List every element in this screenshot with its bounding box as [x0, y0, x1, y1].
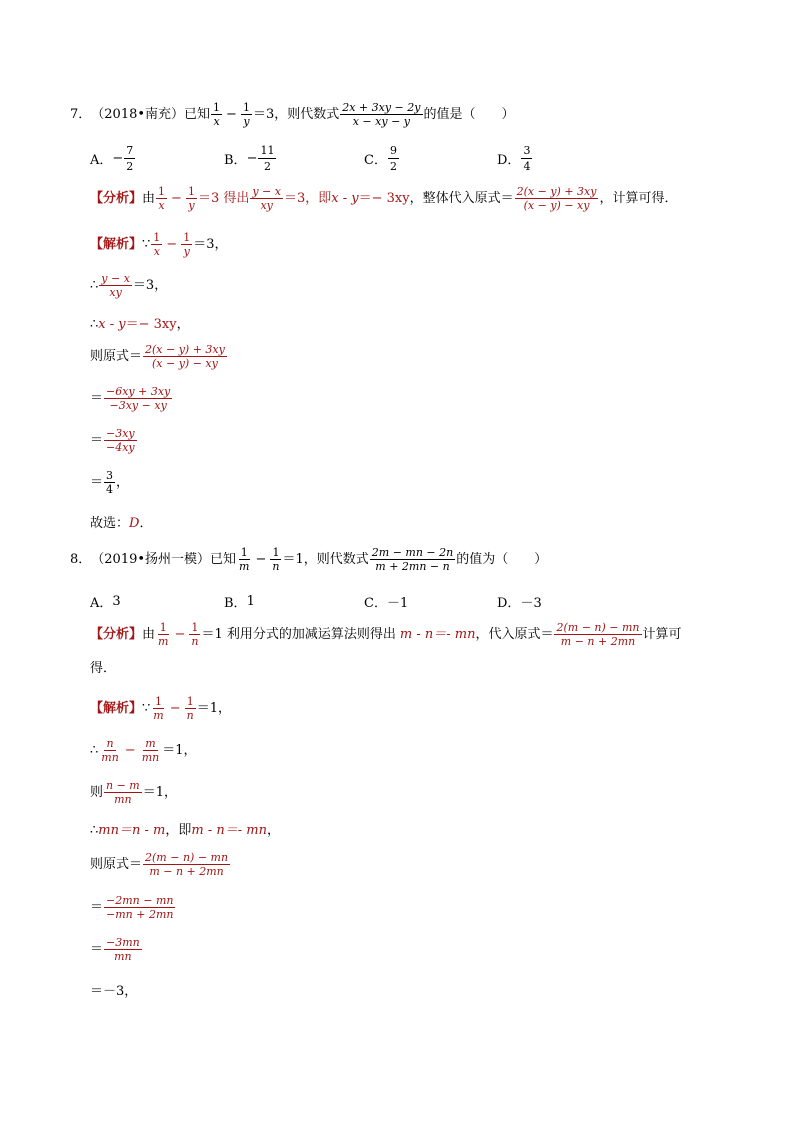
q7-solution-line4: 则原式＝ $\frac{2(x - y) + 3xy}{(x - y) - xy}$	[90, 343, 225, 370]
q7-option-d[interactable]: D． $\frac{3}{4}$	[497, 144, 531, 173]
q7-option-a[interactable]: A． − $\frac{7}{2}$	[90, 144, 134, 173]
q8-analysis-cont: 得．	[90, 661, 117, 676]
q8-solution-line2: ∴ $\frac{n}{mn}$ − $\frac{m}{mn}$ ＝1，	[90, 737, 197, 764]
q7-solution-line3: ∴ x - y ＝− 3xy ，	[90, 317, 190, 332]
q7-analysis: 【分析】 由 $\frac{1}{x}$ − $\frac{1}{y}$ ＝3 得出 $\frac{y - x}{xy}$ ＝3，即 x - y ＝− 3xy ，整体代入原式＝ $\frac{2(x - y) + 3xy}{(x - y) - xy}$ ，计算可得．	[90, 185, 678, 212]
q7-number: 7．	[70, 107, 92, 122]
q7-option-b[interactable]: B． − $\frac{11}{2}$	[224, 144, 275, 173]
q7-solution-line2: ∴ $\frac{y - x}{xy}$ ＝3，	[90, 272, 168, 299]
fraction: $\frac{1}{x}$	[213, 101, 221, 128]
q8-option-d[interactable]: D． －3	[497, 596, 542, 611]
q8-solution-line3: 则 $\frac{n - m}{mn}$ ＝1，	[90, 779, 178, 806]
analysis-tag: 【分析】	[90, 191, 143, 206]
q8-solution-line4: ∴ mn＝n - m ，即 m - n＝- mn ，	[90, 823, 280, 838]
expression-fraction: $\frac{2x + 3xy - 2y}{x - xy - y}$	[342, 101, 421, 128]
q8-solution-line5: 则原式＝ $\frac{2(m - n) - mn}{m - n + 2mn}$	[90, 851, 229, 878]
q7-answer: 故选： D ．	[90, 516, 153, 531]
q7-source: （2018•南充）已知	[91, 107, 211, 122]
q8-solution-line6: ＝ $\frac{-2mn - mn}{-mn + 2mn}$	[90, 894, 174, 921]
q8-option-b[interactable]: B． 1	[224, 594, 255, 611]
q8-solution-line1: 【解析】 ∵ $\frac{1}{m}$ − $\frac{1}{n}$ ＝1，	[90, 695, 232, 722]
q8-option-a[interactable]: A． 3	[90, 594, 121, 611]
q7-option-c[interactable]: C． $\frac{9}{2}$	[364, 144, 397, 173]
q8-number: 8．	[70, 552, 92, 567]
q8-source: （2019•扬州一模）已知	[91, 552, 237, 567]
q8-stem: 8． （2019•扬州一模）已知 $\frac{1}{m}$ − $\frac{1}{n}$ ＝1，则代数式 $\frac{2m - mn - 2n}{m + 2mn - n}$ 的值为（ ）	[70, 546, 548, 573]
q7-solution-line1: 【解析】 ∵ $\frac{1}{x}$ − $\frac{1}{y}$ ＝3，	[90, 231, 228, 258]
q8-solution-line8: ＝－3，	[90, 984, 138, 999]
q8-solution-line7: ＝ $\frac{-3mn}{mn}$	[90, 936, 140, 963]
solution-tag: 【解析】	[90, 237, 143, 252]
q8-analysis: 【分析】 由 $\frac{1}{m}$ − $\frac{1}{n}$ ＝1 利用分式的加减运算法则得出 m - n＝- mn ，代入原式＝ $\frac{2(m - n) - mn}{m - n + 2mn}$ 计算可	[90, 621, 682, 648]
solution-tag: 【解析】	[90, 701, 143, 716]
q7-stem: 7． （2018•南充）已知 $\frac{1}{x}$ − $\frac{1}{y}$ ＝3，则代数式 $\frac{2x + 3xy - 2y}{x - xy - y}$ 的值是（ ）	[70, 101, 515, 128]
fraction: $\frac{1}{y}$	[242, 101, 250, 128]
q7-solution-line5: ＝ $\frac{-6xy + 3xy}{-3xy - xy}$	[90, 385, 171, 412]
q7-solution-line7: ＝ $\frac{3}{4}$ ，	[90, 469, 130, 496]
q7-solution-line6: ＝ $\frac{-3xy}{-4xy}$	[90, 427, 135, 454]
analysis-tag: 【分析】	[90, 627, 143, 642]
q8-option-c[interactable]: C． －1	[364, 596, 409, 611]
